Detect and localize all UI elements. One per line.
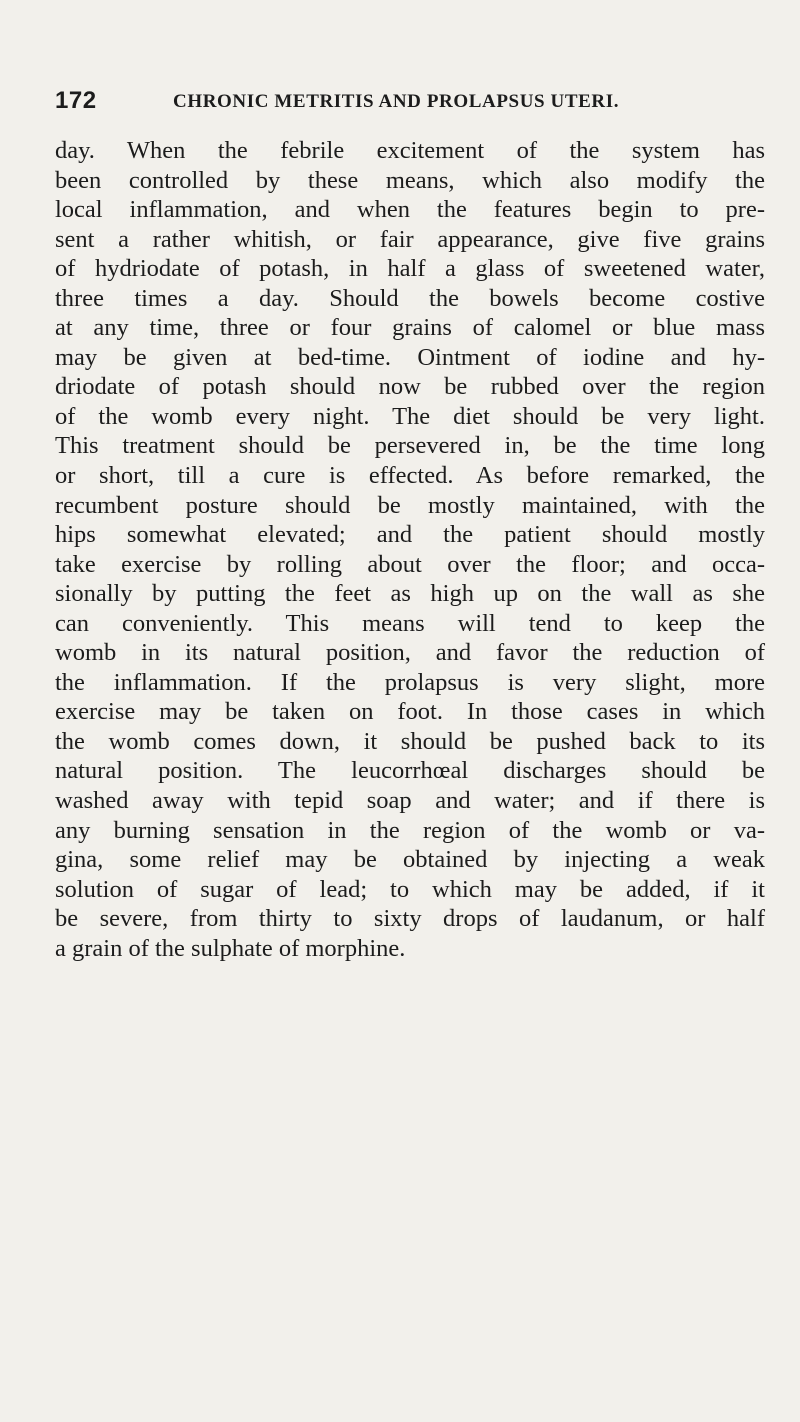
text-line: local inflammation, and when the features begin to pre- [55, 196, 765, 224]
text-line: This treatment should be persevered in, be the time long [55, 432, 765, 460]
text-line: hips somewhat elevated; and the patient should mostly [55, 521, 765, 549]
body-text [55, 136, 765, 963]
text-line: may be given at bed-time. Ointment of iodine and hy- [55, 343, 765, 371]
text-line: of hydriodate of potash, in half a glass of sweetened water, [55, 255, 765, 283]
running-head [55, 86, 655, 116]
text-line: solution of sugar of lead; to which may be added, if it [55, 875, 765, 903]
text-line: exercise may be taken on foot. In those cases in which [55, 698, 765, 726]
text-line: at any time, three or four grains of calomel or blue mass [55, 314, 765, 342]
text-line: any burning sensation in the region of the womb or va- [55, 816, 765, 844]
text-line: womb in its natural position, and favor the reduction of [55, 639, 765, 667]
text-line: of the womb every night. The diet should be very light. [55, 402, 765, 430]
text-line: take exercise by rolling about over the floor; and occa- [55, 550, 765, 578]
text-line: or short, till a cure is effected. As before remarked, the [55, 462, 765, 490]
text-line: gina, some relief may be obtained by injecting a weak [55, 846, 765, 874]
text-line: can conveniently. This means will tend to keep the [55, 609, 765, 637]
text-line: been controlled by these means, which also modify the [55, 166, 765, 194]
text-line: driodate of potash should now be rubbed over the region [55, 373, 765, 401]
text-line: washed away with tepid soap and water; and if there is [55, 787, 765, 815]
text-line-last: a grain of the sulphate of morphine. [55, 934, 406, 962]
text-line: recumbent posture should be mostly maintained, with the [55, 491, 765, 519]
text-line: three times a day. Should the bowels become costive [55, 284, 765, 312]
page-number: 172 [55, 87, 97, 114]
running-title: CHRONIC METRITIS AND PROLAPSUS UTERI. [173, 91, 620, 112]
text-line: sionally by putting the feet as high up on the wall as she [55, 580, 765, 608]
text-line: day. When the febrile excitement of the system has [55, 137, 765, 164]
text-line: sent a rather whitish, or fair appearance, give five grains [55, 225, 765, 253]
text-line: the womb comes down, it should be pushed back to its [55, 727, 765, 755]
text-line: be severe, from thirty to sixty drops of laudanum, or half [55, 905, 765, 933]
text-line: the inflammation. If the prolapsus is very slight, more [55, 668, 765, 696]
text-line: natural position. The leucorrhœal discharges should be [55, 757, 765, 785]
